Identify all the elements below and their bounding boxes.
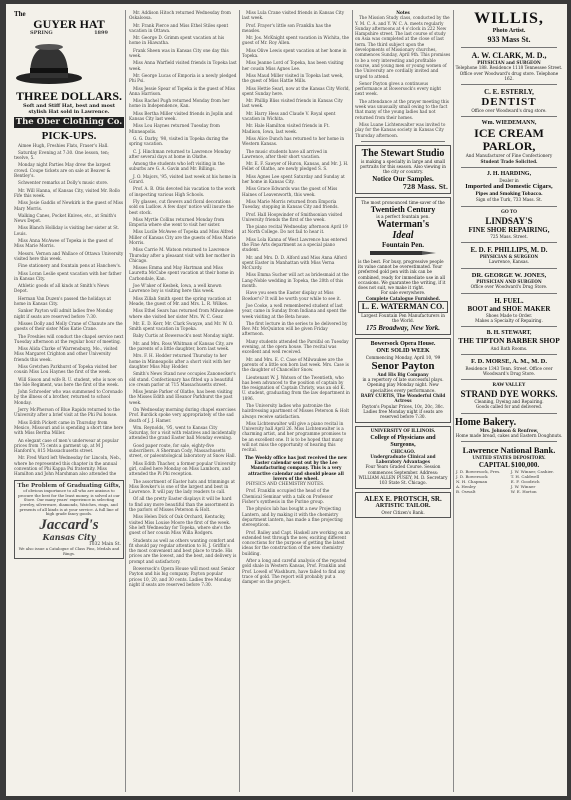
item: Miss Maud Miller visited in Topeka last week, the guest of Miss Hattie Mills. <box>242 72 344 84</box>
item: Miss Bertha Miller visited friends in Joplin and Kansas City last week. <box>129 110 233 122</box>
depository: UNITED STATES DEPOSITORY. <box>472 455 546 461</box>
pipes: Pipes and Smoking Tobacco. <box>475 190 543 197</box>
home-text: Home made bread, cakes and Eastern Doughnuts. <box>455 433 563 439</box>
strand-sub: Cleaning, Dyeing and Repairing. <box>474 399 544 405</box>
protsch-sub: ARTISTIC TAILOR. <box>375 502 431 509</box>
item: Miss Lula Crane visited friends in Kansas City last week. <box>242 10 345 21</box>
phillips-name: E. D. F. PHILLIPS, M. D. <box>470 245 548 254</box>
item: Miss Jeanne Lord of Topeka, has been visiting her cousin Miss Agnes Lee. <box>242 60 344 71</box>
item: C. J. Hinchman returned to Lawrence Monday after several days at home in Olathe. <box>129 148 231 159</box>
jaccard-city: Kansas City <box>42 531 96 542</box>
item: Mr. Will Hanna, of Kansas City, visited Mr. Rollo Fife this week. <box>14 187 121 198</box>
item: Mr. George D. Grimm spent vacation at his home in Hiawatha. <box>129 35 225 46</box>
column-2 <box>129 10 237 589</box>
waterman-prac: is a perfect fountain pen. <box>376 214 430 220</box>
divider <box>461 84 557 85</box>
clark-name: A. W. CLARK, M. D., <box>471 51 547 60</box>
column-3 <box>242 10 350 587</box>
waterman-agents: For sale everywhere. <box>380 290 426 296</box>
harding-name: J. H. HARDING, <box>486 171 532 178</box>
jones-name: DR. GEORGE W. JONES, <box>471 271 547 279</box>
item: Miss Rachel Pugh returned Monday from her home in Independence, Kan. <box>129 98 230 109</box>
item: Baby Curtis at Bowersock's next Monday night. <box>133 333 235 339</box>
tipton-sub: And Bath Rooms. <box>490 345 528 351</box>
divider <box>361 141 445 142</box>
item: Walking Canes, Pocket Knives, etc., at Smith's News Depot. <box>14 212 117 224</box>
item: The piano recital Wednesday afternoon April 19 at North College. Do not fail to hear it. <box>242 224 348 235</box>
item: Prof. A. B. Otis devoted his vacation to the work of inspecting various High Schools. <box>129 186 236 197</box>
item: Miss Josie Gaddis of Newkirk is the guest of Miss Mary Morris. <box>14 200 124 211</box>
item: Miss Loran Leslie spent vacation with her father in Kansas City. <box>14 270 122 281</box>
item: Miss Jennie Parker of Olathe, has been visiting the Misses Edith and Eleanor Parkhurst the past week. <box>129 389 233 405</box>
item: Athletic goods of all kinds at Smith's News Depot. <box>14 283 109 294</box>
officers-table <box>455 469 563 494</box>
waterman-intro: The most pronounced time-saver of the <box>361 199 445 205</box>
item: Lieutenant W. J. Watson of the Twentieth, who has been advanced to the position of captain by the resignation of Captain Christy, was an old K. U. student, graduating from the law department in 1896. <box>242 374 350 401</box>
item: Miss Gretchen Parkhurst of Topeka visited her cousin Miss Lou Haynes the first of the week. <box>14 363 117 375</box>
item: Joe W'aker of Kesbek, Iowa, a well known Lawrence boy is visiting here this week. <box>129 283 222 294</box>
item: After a long and careful analysis of the reputed gold shale in Western Kansas, Prof. Franklin and Prof. Lowell of Washburn, have failed to find any trace of gold. The report will probably put a damper on the project. <box>242 558 347 585</box>
harding-sub: Dealer in <box>499 178 519 184</box>
item: Many students attended the Parsifal on Tuesday evening, at the opera house. The recital was excellent and well received. <box>242 338 349 355</box>
item: The University ladies who patronize the hairdressing apartment of Misses Peterson & Holt always receive satisfaction. <box>242 403 350 419</box>
table-row <box>455 489 563 494</box>
item: Miss Alice Dunch has returned to her home in Western Kansas. <box>242 135 345 147</box>
waterman-century: Twentieth Century <box>370 205 436 215</box>
harding-addr: Sign of the Turk, 733 Mass. St. <box>475 197 543 203</box>
item: Mr. Jos. McKnight spent vacation in Wichita, the guest of Mr. Roy Allen. <box>242 35 350 46</box>
jones-addr: Office over Woodward's Drug Store. <box>470 284 548 290</box>
stewart-title: The Stewart Studio <box>361 147 445 159</box>
item: Messrs. Vernon and Wallace of Ottawa University visited here this week. <box>14 250 124 261</box>
wied-addr: Student Trade Solicited. <box>480 158 538 164</box>
guyer-head-the: The <box>14 10 26 18</box>
item: John Schroeder who was summoned to Coronado by the illness of a brother, returned to school Monday. <box>14 389 123 405</box>
bowersock-title: Bowersock Opera House. <box>370 340 436 347</box>
item: Have you seen the Easter display at Miss Bowker's? It will be worth your while to see it. <box>242 290 341 301</box>
guyer-spring: SPRING <box>30 30 53 36</box>
item: Bowersock's Opera House will most seat Senior Payton and his big company. Payton popular prices 10, 20, and 30 cents. Ladies free Monday night if seats are reserved before 7:30. <box>129 566 235 587</box>
column-1 <box>14 10 124 562</box>
guyer-year: 1899 <box>94 30 108 36</box>
shoe-addr: 725 Mass. Street. <box>490 233 528 239</box>
column-rule <box>352 10 353 792</box>
item: Miss Olive Lewis spent vacation at her home in Topeka. <box>242 47 347 59</box>
item: PHYSICS AND CHEMISTRY NOTES. <box>246 481 325 487</box>
parlor: PARLOR, <box>482 139 536 154</box>
item: Mr. Hale Hamilton visited friends in Ft. Madison, Iowa, last week. <box>242 123 330 134</box>
item: Joe Cooke, a well remembered student of last year, came in Sunday from Indiana and spent the week visiting at the Beta house. <box>242 302 347 319</box>
wied-sub: And Manufacturer of Fine Confectionery <box>465 153 553 159</box>
item: Miss Agnes Lee spent Saturday and Sunday at her home in Kansas City. <box>242 173 345 185</box>
item: Mr. Harry Hess and Claude V. Royal spent vacation in Wichita. <box>242 110 336 122</box>
divider <box>461 116 557 117</box>
lawrence-bank: Lawrence National Bank. <box>462 445 556 456</box>
cell: J. W. Winner, Cashier. <box>510 468 554 474</box>
item: Miss Anna Warfield visited friends in Topeka last week. <box>129 60 237 71</box>
problem-title: The Problem of Graduating Gifts, <box>17 482 121 489</box>
divider <box>461 293 557 294</box>
column-rule <box>453 10 454 792</box>
esterly-addr: Office over Woodward's drug store. <box>471 108 547 114</box>
chicago: CHICAGO. <box>390 448 416 454</box>
baby-curtis: BABY CURTIS, The Wonderful Child Actress <box>360 393 446 404</box>
waterman-desc: is the best. For busy, progressive people its value cannot be overestimated. Your preferred gold pen with ink can be combined, ready for immediate use in all occasions. We guarantee the writing, if it does not suit, we make it right. <box>358 258 446 291</box>
item: Frank Sheen was in Kansas City one day this week. <box>129 47 229 59</box>
item: Schwenter remarks at Dolly's music store. <box>18 180 109 186</box>
protsch-addr: Over Citizen's Bank. <box>381 509 425 515</box>
item: Wm. Reynolds, '95, went to Kansas City Saturday, for a visit with relatives and incidentally attended the grand Easter ball Monday evening. <box>129 424 237 441</box>
divider <box>461 47 557 48</box>
uni-title: UNIVERSITY OF ILLINOIS. <box>370 428 436 434</box>
item: The music students have all arrived in Lawrence, after their short vacation. <box>242 148 328 159</box>
divider <box>461 379 557 380</box>
item: Saturday Evening at 7:30. One lesson, ten; twelve, 5. <box>14 149 110 161</box>
fine-shoe: FINE SHOE REPAIRING, <box>468 225 550 234</box>
stewart-name: B. H. STEWART, <box>486 330 532 337</box>
home-bakery: Home Bakery. <box>455 416 517 428</box>
item: Miss Lola Kanna of West Lawrence has entered the Fine Arts department as a special piano student. <box>242 236 347 253</box>
problem-text: of obvious importance to all who are anxious to procure the best for the least money, is solved at our Store. Our many years' experience in selecting jewelry, silverware, diamonds, Watches, rings, and presents of all kinds is at your service. A full line of high grade fancy goods. <box>18 488 120 517</box>
item: On Wednesday morning during chapel exercises Prof. Burdick spoke very appropriately of the sad death of J. J. Hamer. <box>129 407 236 423</box>
item: Mr. Addison Hitoch returned Wednesday from Oskaloosa. <box>129 10 231 21</box>
item: Miss Ethel Sears has returned from Milwaukee where she visited her sister Mrs. W. C. Gear. <box>129 308 234 319</box>
strand-dye: STRAND DYE WORKS. <box>460 389 558 400</box>
tipton: THE TIPTON BARBER SHOP <box>458 336 560 346</box>
item: Good paper route, for sale, eighty-five subscribers. A Sherman Cody, Massachusetts street, or paleontological laboratory at Snow Hall. <box>129 442 236 459</box>
item: Fine stationery and fountain pens at Hanchew's. <box>18 263 122 269</box>
item: Mrs. F. H. Hodder returned Thursday to her home in Minneapolis after a short visit with her daughter Miss May Hodder. <box>129 353 231 369</box>
willis-title: WILLIS, <box>474 10 544 27</box>
jaccard-ad <box>14 480 124 560</box>
stewart-text: is making a specialty in large and small portraits for this season. Also viewing in the city or country. <box>360 158 446 175</box>
ncc-addr: 728 Mass. St. <box>402 183 448 191</box>
jaccard-addr: 1032 Main St. <box>88 541 121 547</box>
home-sub: Mrs. Johnson & Renfrow, <box>479 427 539 433</box>
senor-prices: Payton's Popular Prices, 10c, 20c, 30c. <box>361 403 445 409</box>
item: Prof. Hall Hoopwinder of Smithsonian visited University friends the first of the week. <box>242 211 343 222</box>
pickups-body <box>14 143 124 477</box>
divider <box>461 268 557 269</box>
item: Miss Zillah Smith spent the spring vacation at Meade, the guest of Mr. and Mrs. L. R. Wilkes. <box>129 295 232 306</box>
pickups-heading: PICK-UPS. <box>41 129 97 142</box>
item: Mr. Frank Pierce and Miss Ethel Stiles spent vacation in Ottawa. <box>129 22 229 33</box>
one-solid-week: ONE SOLID WEEK <box>376 347 430 354</box>
item: Prof. Bailey and Capt. Haskell are working on an extended test through the new, exciting different concoctions for the purpose of getting the latest ideas for the construction of the new chemistry building. <box>242 529 350 556</box>
item: Jerry McPherson of Blue Rapids returned to the University after a brief visit at the Phi Psi house. <box>14 407 120 418</box>
guyer-spring-row <box>14 31 124 36</box>
item: Miss Myrtle Collins returned Monday from Emporia where she went to visit her sister. <box>129 216 225 228</box>
school-text: Four Years Graded Course. Session commences September. Address: <box>365 464 441 475</box>
willis-sub: Photo Artist. <box>492 28 526 34</box>
item: Students as well as others wanting comfort and fit should pay regular attention to H. J. Griffin's the most convenient and best place to trade. His prices are the lowest, and the best, and delivery is prompt and satisfactory. <box>129 537 237 564</box>
item: Sanker Payton will admit ladies free Monday night if seats are reserved before 7:30. <box>14 308 114 319</box>
item: The first lecture in the series to be delivered by Rev. Mr. McQuinton will be given Friday afternoon. <box>242 320 348 337</box>
senor-sub: And His Big Company <box>377 371 429 377</box>
item: Miss Carrie M. Watson returned to Lawrence Thursday after a pleasant visit with her mother in Chicago. <box>129 247 235 263</box>
item: Mr. E. F. Sawyer of Huron, Kansas, and Mr. J. H. Fellet of Olathe, are newly pledged S. S. <box>242 161 349 172</box>
item: Will Sisson and wife R. U. student, who is now on the Isle Regiment, was here the first of the week. <box>14 376 123 387</box>
boot-repair: Makes a Specialty of Repairing. <box>475 317 543 323</box>
fuel-name: H. FUEL. <box>494 296 524 305</box>
dentist: DENTIST <box>481 96 537 109</box>
item: Mr. and Mrs. Ross Whitman of Kansas City, are the parents of a little daughter, born last week. <box>129 340 234 352</box>
price-headline: THREE DOLLARS. <box>15 88 123 103</box>
phillips-addr: Lawrence, Kansas. <box>489 259 529 265</box>
wiedemann-name: Wm. WIEDEMANN, <box>481 120 537 127</box>
item: Miss Jessie Spear of Topeka is the guest of Miss Anna Harrison. <box>129 85 235 96</box>
item: Prof. Franklin occupied the head of the Chemical Seminar with a talk on Professor Fisher's synthesis in the Purine group. <box>242 488 333 505</box>
morse-addr: Residence 1343 Tenn. Street. Office over Woodward's Drug Store. <box>465 365 553 376</box>
morse-name: F. D. MORSE, A. M., M. D. <box>471 358 547 366</box>
item: Mr. and Mrs. E. C. Case of Milwaukee are the parents of a little son born last week. Mrs. Case is the daughter of Chancellor Snow. <box>242 356 349 373</box>
item: The assortment of Easter hats and trimmings at Miss Bowker's is one of the largest and best in Lawrence. It will pay the lady readers to call. <box>129 478 235 495</box>
lindsays: LINDSAY'S <box>485 215 533 226</box>
cell: W. E. Horton <box>510 488 537 494</box>
item: Mr. and Mrs. D. D. Alford and Miss Anna Alford spent Easter in Manhattan with Miss Verna McCurdy. <box>242 254 347 271</box>
esterly-name: C. E. ESTERLY, <box>484 88 534 97</box>
willis-addr: 933 Mass St. <box>487 35 531 44</box>
cell: T. H. Caldwell <box>510 473 540 479</box>
illinois-ad <box>355 426 451 489</box>
item: Miss Anna McAwee of Topeka is the guest of Miss Marie Morris. <box>14 238 113 249</box>
ober-banner: The Ober Clothing Co. <box>15 116 123 127</box>
one-solid-sub: Commencing Monday, April 10, '99 <box>365 354 441 360</box>
senor-text: in a repertory of late successful plays. Opening play Monday night. New specialties every performance. <box>362 377 444 393</box>
boot-sub: Shoes Made to Order. <box>485 312 533 318</box>
item: Senor Payton gives a continuous performance at Bowersock's every night next week. <box>355 80 442 97</box>
waterman-brand: Waterman's <box>376 219 430 231</box>
cell: B. Oswalt <box>456 488 476 494</box>
item: Miss Blanch Holliday is visiting her sister at St. Louis. <box>14 225 120 236</box>
item: Mr. E. D. Kerr, Mr. Clark Swayze, and Mr. W. O. Smith spent vacation in Topeka. <box>129 320 234 332</box>
jaccard-foot: We also issue a Catalogue of Class Pins, Medals and Rings. <box>18 545 120 556</box>
item: Aimee Hugh, Freshies Flats, Fraser's Hall. <box>18 142 109 148</box>
cell: A. Henley <box>456 483 476 489</box>
waterman-fountain: Fountain Pen. <box>381 241 424 250</box>
jaccard-name: Jaccard's <box>39 516 99 533</box>
item: G. G. Darby, '98, visited in Topeka during the spring vacation. <box>129 135 229 147</box>
jones-sub: PHYSICIAN AND SURGEON <box>476 279 542 285</box>
boot-maker: BOOT and SHOE MAKER <box>467 304 551 313</box>
lew-sub: Largest Fountain Pen Manufacturers in the World. <box>361 312 445 324</box>
bowersock-ad <box>355 338 451 423</box>
clark-sub: PHYSICIAN and SURGEON <box>477 60 541 65</box>
item: Monday night Parties May drew the largest crowd. Coupe tickets are on sale at Beaver & Bentley's. <box>14 162 111 179</box>
item: Herman Van Duzen's passed the holidays at home in Kansas City. <box>14 295 112 307</box>
ladies-free: Ladies free Monday night if seats are reserved before 7:30. <box>363 408 443 420</box>
divider <box>461 167 557 168</box>
protsch-name: ALEX E. PROTSCH, SR. <box>364 494 442 503</box>
cell: J. W. Winner <box>510 483 536 489</box>
imported: Imported and Domestic Cigars, <box>465 183 553 191</box>
go-to: GO TO <box>500 209 518 215</box>
newspaper-page <box>6 4 567 796</box>
capital: CAPITAL $100,000. <box>478 460 540 469</box>
item: Miss Edith Thacher, a former popular University girl, called here Monday on Miss Lamborn, and attended the Pi Phi reception. <box>129 460 237 477</box>
dean: WILLIAM ALLEN PUSEY, M. D. Secretary <box>358 475 448 481</box>
cell: E. F. Goodrich <box>510 478 540 484</box>
item: Miss Lichtenwalter will give a piano recital in University hall April 26. Miss Lichtenwalter is a charming artist, and her programme promises to be an excellent one. It is to be hoped that many will not miss the opportunity of hearing this recital. <box>242 420 347 453</box>
item: Fly glasses, cut flowers and floral decorations sold on Ludlow. A few days' notice will insure the best stock. <box>129 198 234 215</box>
item: The Mission Study class, conducted by the Y. M. C. A. and Y. W. C. A. meets regularly Sunday afternoons at 4 o'clock in 222 New Hampshire street. The last course of study on Asia was completed at the close of last term. The third subject upon the developments of Missionary churches, commences Sunday, April 9th. This promises to be a very interesting and profitable course, and young men or young women of the University are cordially invited and urged to attend. <box>355 15 451 79</box>
ice-cream: ICE CREAM <box>474 126 544 141</box>
item: Miss Lou Haynes returned Tuesday from Minneapolis. <box>129 123 220 134</box>
item: The Freshies will conduct the chapel service next Tuesday afternoon at the regular hour of meeting. <box>14 333 124 344</box>
item: Miss Lucile McAwee of Topeka and Miss Alfred Miller of Kansas City are the guests of Miss Marie Morris. <box>129 229 236 245</box>
cell: J. D. Bowersock, Pres. <box>456 468 501 474</box>
divider <box>461 413 557 414</box>
waterman-ideal: Ideal <box>392 230 414 242</box>
guyer-hat-title: GUYER HAT <box>33 17 105 31</box>
lew-name: L. E. WATERMAN CO. <box>358 301 448 313</box>
item: Miss Marie Morris returned from Emporia Tuesday, stopping in Kansas City and friends. <box>242 198 339 210</box>
column-5 <box>455 10 563 494</box>
lew-addr: 175 Broadway, New York. <box>365 323 441 332</box>
item: Among the students who left visiting in the suburbs are G. A. Gavin and Mr. Billings. <box>129 161 225 172</box>
divider <box>461 242 557 243</box>
item: Miss Alida Clarke of Warrensburg, Mo., visited Miss Margaret Crighton and other University friends this week. <box>14 346 118 362</box>
item: Mr. George Lucas of Emporia is a newly pledged Phi Psi. <box>129 72 237 84</box>
divider <box>461 441 557 442</box>
stewart-studio-ad <box>355 145 451 194</box>
cell: J. D. Bowersock <box>456 473 488 479</box>
raw-valley: RAW VALLEY <box>492 383 526 389</box>
item: Prof. Frayer's little son Franklin has the measles. <box>242 22 332 33</box>
item: Miss Hettie Searl, now at the Kansas City World, spent Sunday here. <box>242 85 350 96</box>
divider <box>461 206 557 207</box>
item: Smith's News Stand now occupies Zanonecker's old stand. Confectionary has fitted up a beautiful ice cream parlor at 715 Massachusetts street. <box>129 371 236 387</box>
item: The physics lab has bought a new Projecting Lantern, and by making it with the chemistry department lantern, has made a fine projecting stereopticon. <box>242 506 343 528</box>
waterman-ad <box>355 197 451 335</box>
fountain-pen-icon <box>368 249 438 257</box>
item: Miss Emma Sucher will act as bridesmaid at the Lang-Noble wedding in Topeka, the 20th of this month. <box>242 272 349 289</box>
price-sub: Soft and Stiff Hat, best and most stylish Hat sold in Lawrence. <box>22 102 116 115</box>
divider <box>461 354 557 355</box>
column-rule <box>239 10 240 792</box>
physics-heading: The Weekly office has just received the new Easter calendar sent out by the Lee Manufacturing company. This is a very attractive calendar and should please all lovers of the wheel. <box>244 454 348 481</box>
waterman-catalogue: Complete Catalogue Furnished. <box>365 295 441 301</box>
item: Of all the pretty Easter displays it will be hard to find any more beautiful than the assortment in the parlors of Misses Peterson & Holt. <box>129 496 234 513</box>
divider <box>461 326 557 327</box>
item: Miss Helen Dick of Oak Orchard, Kentucky, visited Miss Louise Moore the first of the week. She left Wednesday for Topeka, where she's the guest of her cousin Miss Willa Rodgers. <box>129 514 231 536</box>
phillips-sub: PHYSICIAN & SURGEON <box>479 253 539 259</box>
item: Miss Grace Edwards was the guest of Miss Haines of Leavenworth, this week. <box>242 186 338 197</box>
dean-addr: 103 State St. Chicago. <box>379 480 427 486</box>
column-rule <box>125 10 126 792</box>
protsch-ad <box>355 492 451 518</box>
item: Mr. Fred Ward left Wednesday for Lincoln, Neb., where he represented this chapter in the annual convention of Phi Kappa Psi fraternity. Miss Hamilton and John Marshman also attended the <box>14 455 122 477</box>
item: J. O. Majors, '95, visited last week at his home in Girard. <box>129 173 237 185</box>
item: The attendance at the prayer meeting this week was unusually small owing to the fact that many of the young ladies had not returned from their homes. <box>355 98 449 120</box>
cell: N. H. Chapman <box>456 478 488 484</box>
item: Miss Luane Lichtenwalter was invited to play for the Kansas society in Kansas City Thursday afternoon. <box>355 121 446 138</box>
column-4 <box>355 10 451 521</box>
ncc-title: Notice Our Samples. <box>372 174 434 183</box>
clark-text: Telephone 188. Residence 1118 Tennessee Street. Office over Woodward's drug store. Telephone 162. <box>455 65 563 81</box>
item: An elegant case of men's underwear at popular prices from 75 cents a garment up, at M J Hanford's, 815 Massachusetts street. <box>14 437 119 454</box>
item: Mr. Phillip Bliss visited friends in Kansas City last week. <box>242 98 343 109</box>
strand-addr: Goods called for and delivered. <box>475 404 543 410</box>
item: Misses Emma and May Hartman and Miss Lauretta McCabe spent vacation at their home in Carbondale, Kan. <box>129 265 234 281</box>
item: Miss Edith Pickett came in Thursday from Mexico, Missouri and is spending a short time here with Miss Bertha Miller. <box>14 419 124 436</box>
senor-payton: Senor Payton <box>371 359 435 372</box>
hat-illustration-icon <box>14 38 84 86</box>
notes-heading: Notes <box>396 10 410 15</box>
undergrad: Undergraduate Clinical and Laboratory Advantages <box>370 453 436 465</box>
colleges-title: College of Physicians and Surgeons, <box>370 434 436 448</box>
item: Misses Dolly and Molly Crane of Chanute are the guests of their sister Miss Katie Crane. <box>14 320 123 332</box>
